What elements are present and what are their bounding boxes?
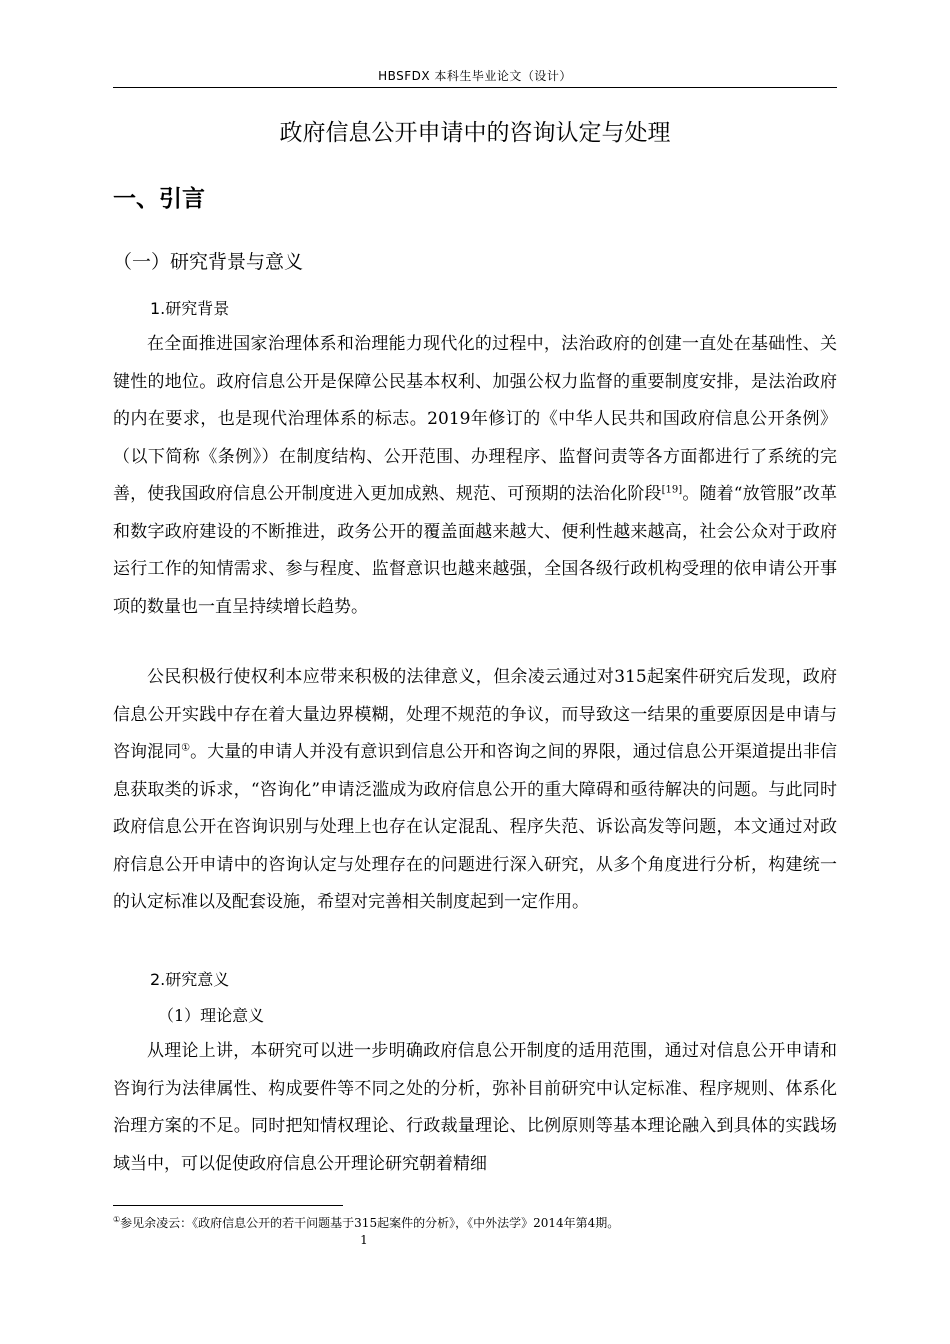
paragraph-text: 公民积极行使权利本应带来积极的法律意义，但余凌云通过对315起案件研究后发现，政府信息公开实践中存在着大量边界模糊，处理不规范的争议，而导致这一结果的重要原因是申请与咨询混同 [113,667,837,762]
paragraph-background-2 [113,659,837,922]
heading-research-significance: 2.研究意义 [150,970,230,989]
heading-theoretical-significance: （1）理论意义 [158,1006,265,1025]
subsection-heading-background-significance: （一）研究背景与意义 [113,251,304,273]
footnote-marker: ① [181,742,191,754]
heading-research-background: 1.研究背景 [150,299,230,318]
running-header: HBSFDX 本科生毕业论文（设计） [378,69,572,83]
section-heading-introduction: 一、引言 [113,186,205,212]
paragraph-text: 。随着“放管服”改革和数字政府建设的不断推进，政务公开的覆盖面越来越大、便利性越来越高，社会公众对于政府运行工作的知情需求、参与程度、监督意识也越来越强，全国各级行政机构受理的依申请公开事项的数量也一直呈持续增长趋势。 [113,484,838,617]
paragraph-text: 。大量的申请人并没有意识到信息公开和咨询之间的界限，通过信息公开渠道提出非信息获取类的诉求，“咨询化”申请泛滥成为政府信息公开的重大障碍和亟待解决的问题。与此同时政府信息公开在咨询识别与处理上也存在认定混乱、程序失范、诉讼高发等问题，本文通过对政府信息公开申请中的咨询认定与处理存在的问题进行深入研究，从多个角度进行分析，构建统一的认定标准以及配套设施，希望对完善相关制度起到一定作用。 [113,742,838,912]
paragraph-background-1 [113,326,837,626]
footnote-marker: ① [113,1215,121,1224]
citation-marker: [19] [661,484,683,496]
footnote-divider [113,1205,343,1206]
page-number: 1 [360,1233,368,1247]
header-divider [113,87,837,88]
footnote-text: 参见余凌云：《政府信息公开的若干问题基于315起案件的分析》，《中外法学》2014年第4期。 [120,1216,620,1230]
paragraph-text: 在全面推进国家治理体系和治理能力现代化的过程中，法治政府的创建一直处在基础性、关键性的地位。政府信息公开是保障公民基本权利、加强公权力监督的重要制度安排，是法治政府的内在要求，也是现代治理体系的标志。2019年修订的《中华人民共和国政府信息公开条例》（以下简称《条例》）在制度结构、公开范围、办理程序、监督问责等各方面都进行了系统的完善，使我国政府信息公开制度进入更加成熟、规范、可预期的法治化阶段 [113,334,837,504]
paragraph-theoretical-significance: 从理论上讲，本研究可以进一步明确政府信息公开制度的适用范围，通过对信息公开申请和咨询行为法律属性、构成要件等不同之处的分析，弥补目前研究中认定标准、程序规则、体系化治理方案的不足。同时把知情权理论、行政裁量理论、比例原则等基本理论融入到具体的实践场域当中，可以促使政府信息公开理论研究朝着精细 [113,1041,837,1174]
footnote [113,1214,619,1231]
page-title: 政府信息公开申请中的咨询认定与处理 [279,120,671,146]
